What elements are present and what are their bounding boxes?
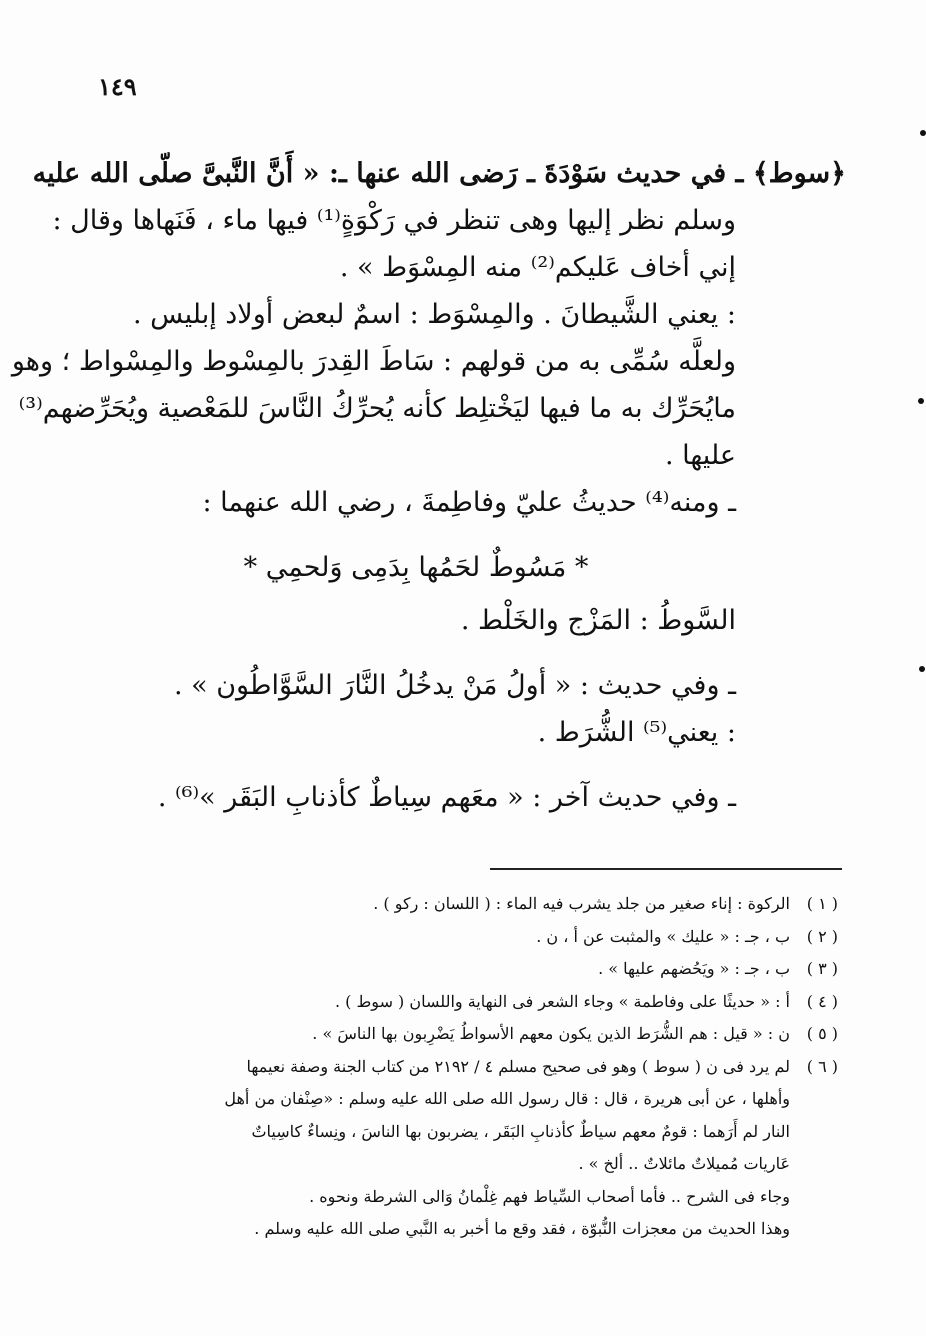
footnotes xyxy=(90,888,838,1246)
entry-line: : يعني⁽⁵⁾ الشُّرَط . xyxy=(537,717,736,748)
footnote xyxy=(90,953,838,986)
entry-line: : يعني الشَّيطانَ . والمِسْوَط : اسمٌ لبعض أولاد إبليس . xyxy=(133,299,736,330)
footnote-text: عَاريات مُميلاتٌ مائلاتٌ .. ألخ » . xyxy=(578,1154,790,1173)
footnote-number: ( ٣ ) xyxy=(806,959,838,978)
footnote-text: ب ، جـ : « عليك » والمثبت عن أ ، ن . xyxy=(536,926,790,946)
footnote-number: ( ١ ) xyxy=(806,894,838,913)
poem-verse: * مَسُوطٌ لحَمُها بِدَمِى وَلحمِي * xyxy=(243,552,589,583)
entry-line: عليها . xyxy=(664,440,736,471)
footnote xyxy=(90,888,838,921)
footnote-number: ( ٤ ) xyxy=(806,991,838,1011)
entry-line: إني أخاف عَليكم⁽²⁾ منه المِسْوَط » . xyxy=(339,252,736,283)
footnote-text: وأهلها ، عن أبى هريرة ، قال : قال رسول الله صلى الله عليه وسلم : «صِنْفان من أهل xyxy=(224,1089,790,1108)
page-number: ١٤٩ xyxy=(98,72,137,101)
main-text xyxy=(11,150,846,821)
footnote-number: ( ٦ ) xyxy=(806,1056,838,1076)
footnote-continuation: وجاء فى الشرح .. فأما أصحاب السِّياط فهم غِلْمانُ وَالى الشرطة ونحوه . xyxy=(309,1186,790,1206)
footnote xyxy=(90,986,838,1019)
entry-line: ـ وفي حديث آخر : « معَهم سِياطٌ كأذنابِ البَقَر »⁽⁶⁾ . xyxy=(157,782,736,813)
entry-line: ولعلَّه سُمِّى به من قولهم : سَاطَ القِدرَ بالمِسْوط والمِسْواط ؛ وهو xyxy=(11,346,736,377)
footnote-continuation: وهذا الحديث من معجزات النُّبوّة ، فقد وقع ما أخبر به النَّبي صلى الله عليه وسلم . xyxy=(254,1219,790,1238)
margin-mark xyxy=(919,666,925,672)
margin-mark xyxy=(918,398,924,404)
footnote xyxy=(90,921,838,954)
entry-line: ـ ومنه⁽⁴⁾ حديثُ عليّ وفاطِمةَ ، رضي الله عنهما : xyxy=(202,487,736,518)
footnote-number: ( ٢ ) xyxy=(806,926,838,946)
footnote-text: الركوة : إناء صغير من جلد يشرب فيه الماء : ( اللسان : ركو ) . xyxy=(373,894,790,913)
entry-line: ﴿سوط﴾ ـ في حديث سَوْدَةَ ـ رَضى الله عنها ـ: « أَنَّ النَّبىَّ صلّى الله عليه xyxy=(32,158,846,189)
margin-mark xyxy=(920,130,926,136)
entry-line: مايُحَرِّك به ما فيها ليَخْتلِط كأنه يُحرِّكُ النَّاسَ للمَعْصية ويُحَرِّضهم⁽³⁾ xyxy=(18,393,736,424)
footnote-separator xyxy=(490,868,842,870)
footnote-text: أ : « حديثًا على وفاطمة » وجاء الشعر فى النهاية واللسان ( سوط ) . xyxy=(335,991,790,1011)
footnote-text: ن : « قيل : هم الشُّرَط الذين يكون معهم الأسواطُ يَضْرِبون بها الناسَ » . xyxy=(312,1024,790,1043)
footnote-text: ب ، جـ : « ويَحُضهم عليها » . xyxy=(598,959,790,978)
footnote-text: لم يرد فى ن ( سوط ) وهو فى صحيح مسلم ٤ / ٢١٩٢ من كتاب الجنة وصفة نعيمها xyxy=(246,1056,790,1076)
entry-line: وسلم نظر إليها وهى تنظر في رَكْوَةٍ⁽¹⁾ فيها ماء ، فَنَهاها وقال : xyxy=(52,205,736,236)
footnote xyxy=(90,1051,838,1181)
footnote xyxy=(90,1018,838,1051)
entry-line: السَّوطُ : المَزْج والخَلْط . xyxy=(460,605,736,636)
entry-line: ـ وفي حديث : « أولُ مَنْ يدخُلُ النَّارَ السَّوَّاطُون » . xyxy=(173,670,736,701)
footnote-number: ( ٥ ) xyxy=(806,1024,838,1043)
footnote-text: النار لم أَرَهما : قومٌ معهم سياطٌ كأذنابِ البَقَر ، يضربون بها الناسَ ، ونِساءٌ كاسِياتٌ xyxy=(251,1121,790,1141)
